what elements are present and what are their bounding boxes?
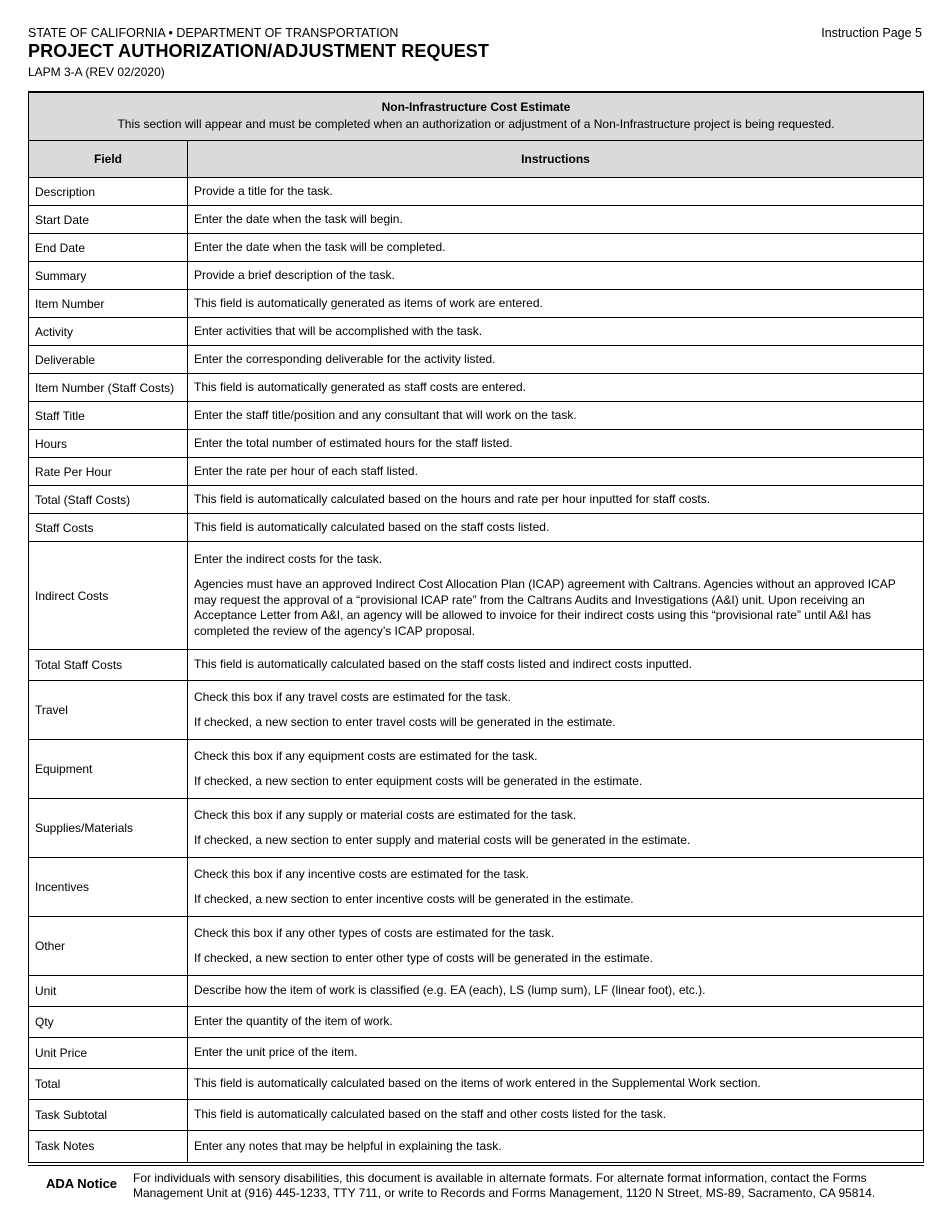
instruction-cell — [188, 206, 924, 234]
instruction-paragraph: This field is automatically calculated based on the hours and rate per hour inputted for staff costs. — [194, 491, 711, 506]
ada-notice-label: ADA Notice — [46, 1176, 118, 1191]
instruction-cell — [188, 858, 924, 917]
field-cell: Unit — [29, 976, 188, 1007]
instruction-paragraph: Check this box if any travel costs are estimated for the task. — [194, 689, 511, 704]
table-row — [29, 374, 923, 402]
field-cell: Total (Staff Costs) — [29, 486, 188, 514]
table-row — [29, 740, 923, 799]
instruction-paragraph: Enter the corresponding deliverable for the activity listed. — [194, 351, 496, 366]
instruction-cell — [188, 318, 924, 346]
instruction-cell — [188, 1131, 924, 1162]
instruction-paragraph: Check this box if any other types of costs are estimated for the task. — [194, 925, 555, 940]
instruction-paragraph: Enter the date when the task will be completed. — [194, 239, 446, 254]
field-cell: Staff Costs — [29, 514, 188, 542]
field-cell: Task Notes — [29, 1131, 188, 1162]
instruction-cell — [188, 542, 924, 650]
page-label: Instruction Page 5 — [821, 26, 922, 40]
instruction-paragraph: If checked, a new section to enter incentive costs will be generated in the estimate. — [194, 892, 634, 906]
form-title: PROJECT AUTHORIZATION/ADJUSTMENT REQUEST — [28, 41, 490, 61]
instruction-paragraph: This field is automatically calculated based on the items of work entered in the Supplemental Work section. — [194, 1076, 761, 1091]
table-row — [29, 514, 923, 542]
instruction-cell — [188, 1007, 924, 1038]
table-row — [29, 1100, 923, 1131]
field-cell: Deliverable — [29, 346, 188, 374]
field-cell: Start Date — [29, 206, 188, 234]
table-row — [29, 206, 923, 234]
field-cell: Total — [29, 1069, 188, 1100]
instruction-paragraph: This field is automatically calculated based on the staff and other costs listed for the task. — [194, 1107, 667, 1122]
field-cell: Equipment — [29, 740, 188, 799]
section-subtitle: This section will appear and must be completed when an authorization or adjustment of a Non-Infrastructure project is being requested. — [117, 117, 835, 131]
instruction-cell — [188, 262, 924, 290]
field-cell: Activity — [29, 318, 188, 346]
form-number: LAPM 3-A (REV 02/2020) — [28, 65, 165, 79]
instruction-cell — [188, 486, 924, 514]
instruction-paragraph: If checked, a new section to enter other type of costs will be generated in the estimate. — [194, 951, 653, 965]
ada-notice-text: For individuals with sensory disabilities, this document is available in alternate formats. For alternate format information, contact the Forms Management Unit at (916) 445-1233, TTY 711, or write to Records and Forms Management, 1120 N Street, MS-89, Sacramento, CA 95814. — [133, 1171, 876, 1200]
instruction-cell — [188, 514, 924, 542]
instruction-cell — [188, 681, 924, 740]
field-cell: End Date — [29, 234, 188, 262]
table-header-row — [29, 141, 923, 178]
field-cell: Total Staff Costs — [29, 650, 188, 681]
instruction-paragraph: Check this box if any incentive costs are estimated for the task. — [194, 866, 529, 881]
table-row — [29, 1131, 923, 1162]
instruction-paragraph: Enter the indirect costs for the task. — [194, 551, 383, 566]
instruction-paragraph: Enter the rate per hour of each staff listed. — [194, 463, 418, 478]
field-cell: Description — [29, 178, 188, 206]
field-cell: Hours — [29, 430, 188, 458]
field-cell: Task Subtotal — [29, 1100, 188, 1131]
instruction-paragraph: This field is automatically generated as items of work are entered. — [194, 295, 543, 310]
table-row — [29, 262, 923, 290]
table-row — [29, 681, 923, 740]
instruction-paragraph: Enter the total number of estimated hours for the staff listed. — [194, 435, 513, 450]
instruction-cell — [188, 402, 924, 430]
instruction-cell — [188, 346, 924, 374]
table-row — [29, 402, 923, 430]
field-cell: Item Number — [29, 290, 188, 318]
field-cell: Summary — [29, 262, 188, 290]
table-row — [29, 858, 923, 917]
instruction-cell — [188, 917, 924, 976]
instructions-frame — [28, 91, 924, 1163]
instruction-cell — [188, 976, 924, 1007]
instruction-cell — [188, 374, 924, 402]
instruction-paragraph: Enter the quantity of the item of work. — [194, 1014, 393, 1029]
instruction-paragraph: Describe how the item of work is classified (e.g. EA (each), LS (lump sum), LF (linear foot), etc.). — [194, 983, 706, 998]
instruction-cell — [188, 458, 924, 486]
instruction-cell — [188, 740, 924, 799]
table-row — [29, 650, 923, 681]
field-cell: Staff Title — [29, 402, 188, 430]
table-row — [29, 1069, 923, 1100]
instruction-paragraph: Provide a title for the task. — [194, 183, 333, 198]
instruction-paragraph: Check this box if any supply or material costs are estimated for the task. — [194, 807, 577, 822]
instruction-paragraph: Enter any notes that may be helpful in explaining the task. — [194, 1138, 502, 1153]
instruction-cell — [188, 1038, 924, 1069]
table-row — [29, 430, 923, 458]
instruction-paragraph: If checked, a new section to enter travel costs will be generated in the estimate. — [194, 715, 616, 729]
table-row — [29, 542, 923, 650]
instruction-cell — [188, 178, 924, 206]
instruction-cell — [188, 234, 924, 262]
table-row — [29, 917, 923, 976]
table-row — [29, 458, 923, 486]
section-title: Non-Infrastructure Cost Estimate — [381, 100, 571, 114]
table-row — [29, 1038, 923, 1069]
instruction-paragraph: Enter the staff title/position and any consultant that will work on the task. — [194, 407, 577, 422]
table-row — [29, 178, 923, 206]
field-cell: Travel — [29, 681, 188, 740]
table-row — [29, 799, 923, 858]
instruction-cell — [188, 430, 924, 458]
field-cell: Incentives — [29, 858, 188, 917]
instruction-paragraph: Enter activities that will be accomplished with the task. — [194, 323, 483, 338]
instructions-table — [29, 141, 923, 1162]
table-row — [29, 290, 923, 318]
section-header — [29, 93, 923, 141]
instruction-paragraph: Enter the date when the task will begin. — [194, 211, 403, 226]
table-row — [29, 1007, 923, 1038]
column-header-instructions: Instructions — [188, 141, 924, 178]
instruction-paragraph: This field is automatically generated as staff costs are entered. — [194, 379, 526, 394]
table-row — [29, 318, 923, 346]
column-header-field: Field — [29, 141, 188, 178]
instruction-paragraph: Agencies must have an approved Indirect Cost Allocation Plan (ICAP) agreement with Caltrans. Agencies without an approved ICAP may request the approval of a “provisional ICAP rate” from the Caltrans Audits and Investigations (A&I) unit. Upon receiving an Acceptance Letter from A&I, an agency will be allowed to invoice for their indirect costs using this “provisional rate” until A&I has completed the review of the agency’s ICAP proposal. — [194, 577, 896, 638]
table-row — [29, 486, 923, 514]
instruction-cell — [188, 1069, 924, 1100]
field-cell: Other — [29, 917, 188, 976]
instruction-cell — [188, 1100, 924, 1131]
instruction-cell — [188, 799, 924, 858]
ada-divider — [28, 1165, 924, 1166]
field-cell: Item Number (Staff Costs) — [29, 374, 188, 402]
instruction-cell — [188, 290, 924, 318]
field-cell: Supplies/Materials — [29, 799, 188, 858]
instruction-paragraph: Enter the unit price of the item. — [194, 1045, 358, 1060]
field-cell: Qty — [29, 1007, 188, 1038]
table-body — [29, 178, 923, 1162]
field-cell: Unit Price — [29, 1038, 188, 1069]
instruction-paragraph: This field is automatically calculated based on the staff costs listed. — [194, 519, 550, 534]
instruction-paragraph: Provide a brief description of the task. — [194, 267, 395, 282]
instruction-cell — [188, 650, 924, 681]
instruction-paragraph: If checked, a new section to enter supply and material costs will be generated in the estimate. — [194, 833, 691, 847]
table-row — [29, 976, 923, 1007]
agency-line: STATE OF CALIFORNIA • DEPARTMENT OF TRANSPORTATION — [28, 26, 399, 40]
field-cell: Rate Per Hour — [29, 458, 188, 486]
instruction-paragraph: Check this box if any equipment costs are estimated for the task. — [194, 748, 538, 763]
field-cell: Indirect Costs — [29, 542, 188, 650]
instruction-paragraph: This field is automatically calculated based on the staff costs listed and indirect costs inputted. — [194, 657, 693, 672]
table-row — [29, 346, 923, 374]
table-row — [29, 234, 923, 262]
instruction-paragraph: If checked, a new section to enter equipment costs will be generated in the estimate. — [194, 774, 643, 788]
